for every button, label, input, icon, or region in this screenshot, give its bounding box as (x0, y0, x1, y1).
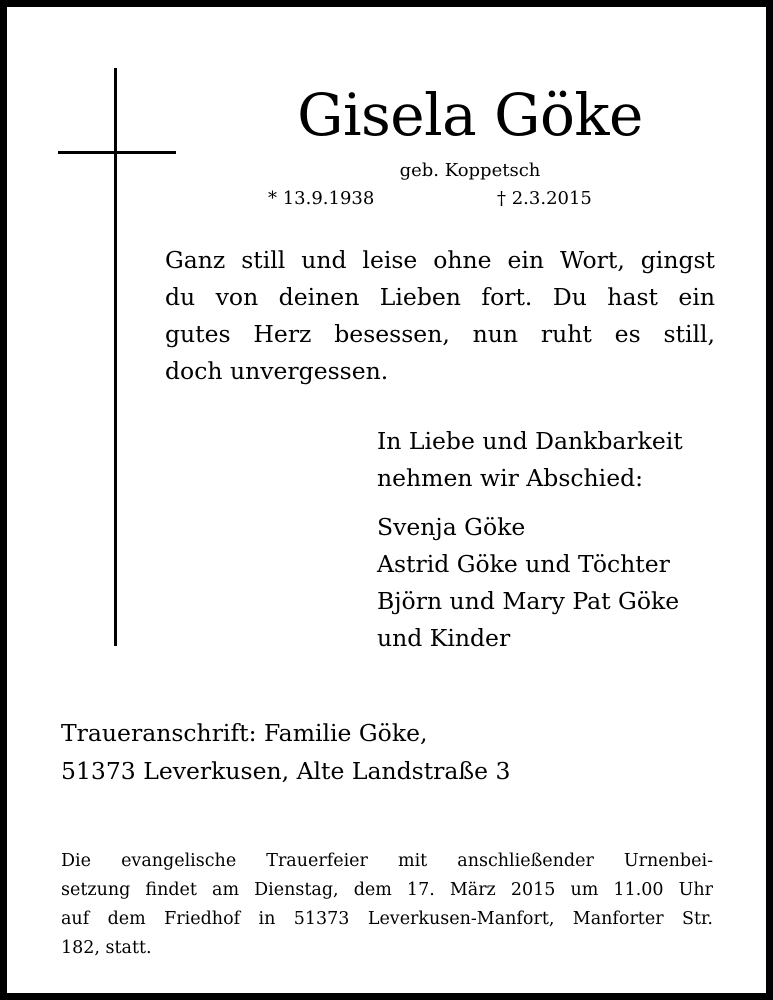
maiden-name: geb. Koppetsch (399, 160, 541, 181)
cross-icon-crossbar (58, 151, 176, 154)
farewell-text (377, 423, 683, 497)
mourner-name: und Kinder (377, 624, 511, 652)
cross-icon (114, 68, 117, 646)
address-line: Traueranschrift: Familie Göke, (61, 719, 428, 747)
service-line: setzung findet am Dienstag, dem 17. März 2015 um 11.00 Uhr (61, 880, 713, 900)
poem-line: Ganz still und leise ohne ein Wort, gingst (165, 246, 715, 274)
mourner-name: Astrid Göke und Töchter (377, 550, 670, 578)
funeral-service-info (61, 847, 713, 963)
farewell-line: nehmen wir Abschied: (377, 464, 644, 492)
poem-line: doch unvergessen. (165, 357, 389, 385)
poem-line: gutes Herz besessen, nun ruht es still, (165, 320, 715, 348)
mourning-address (61, 714, 510, 790)
service-line: 182, statt. (61, 938, 152, 958)
birth-date: * 13.9.1938 (268, 188, 375, 209)
service-line: Die evangelische Trauerfeier mit anschließender Urnenbei- (61, 851, 713, 871)
service-line: auf dem Friedhof in 51373 Leverkusen-Manfort, Manforter Str. (61, 909, 713, 929)
deceased-name: Gisela Göke (297, 81, 643, 149)
mourners-list (377, 509, 679, 657)
address-line: 51373 Leverkusen, Alte Landstraße 3 (61, 757, 511, 785)
mourner-name: Svenja Göke (377, 513, 526, 541)
mourner-name: Björn und Mary Pat Göke (377, 587, 680, 615)
memorial-poem (165, 242, 715, 390)
death-date: † 2.3.2015 (497, 188, 592, 209)
poem-line: du von deinen Lieben fort. Du hast ein (165, 283, 715, 311)
farewell-line: In Liebe und Dankbarkeit (377, 427, 683, 455)
